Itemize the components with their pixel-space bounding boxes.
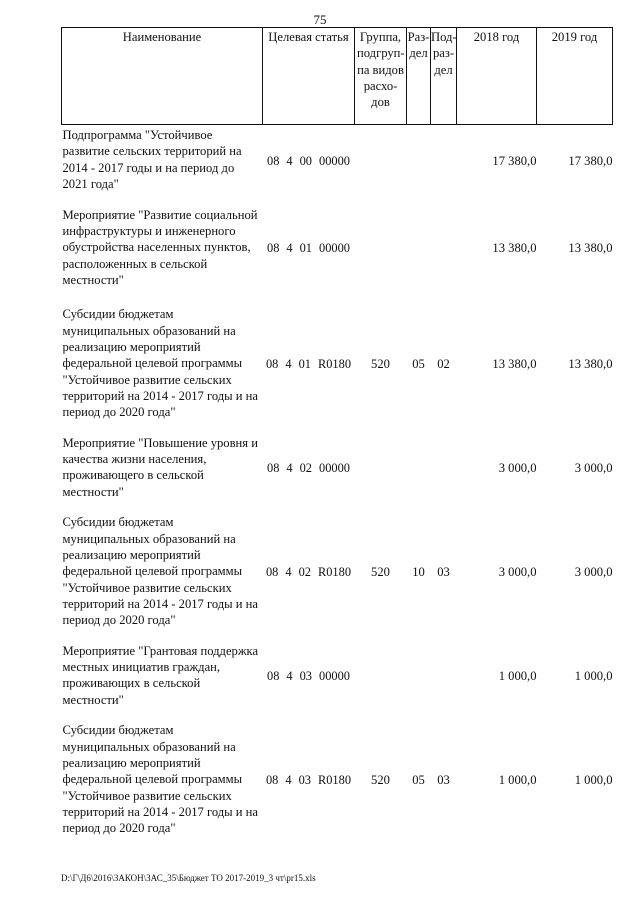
- row-group: 520: [371, 773, 390, 788]
- header-subsection: Под-раз-дел: [431, 28, 457, 125]
- code-part: 00000: [319, 241, 350, 256]
- row-value-2018: 13 380,0: [492, 357, 537, 372]
- row-subsection: 03: [437, 565, 450, 580]
- header-code: Целевая статья: [263, 28, 355, 125]
- row-value-2019: 13 380,0: [568, 357, 613, 372]
- row-subsection: [431, 196, 457, 300]
- row-section: [407, 636, 431, 716]
- header-year-2018: 2018 год: [457, 28, 537, 125]
- row-value-2019: 13 380,0: [568, 241, 613, 256]
- code-part: 01: [299, 241, 312, 256]
- row-name: Подпрограмма "Устойчивое развитие сельских территорий на 2014 - 2017 годы и на период до 2021 года": [62, 128, 242, 192]
- row-subsection: 02: [437, 357, 450, 372]
- header-year-2019: 2019 год: [537, 28, 613, 125]
- row-value-2019: 3 000,0: [574, 565, 613, 580]
- row-target-code: [263, 300, 355, 428]
- row-section: 05: [412, 357, 425, 372]
- row-name: Мероприятие "Развитие социальной инфраструктуры и инженерного обустройства населенных пунктов, расположенных в сельской местности": [62, 207, 258, 287]
- row-section: 10: [412, 565, 425, 580]
- row-value-2018: 1 000,0: [498, 669, 537, 684]
- code-part: R0180: [317, 773, 352, 788]
- budget-table: [61, 27, 613, 844]
- row-target-code: [263, 196, 355, 300]
- row-target-code: [263, 125, 355, 197]
- row-value-2019: 1 000,0: [574, 669, 613, 684]
- table-body: [62, 125, 613, 845]
- row-target-code: [263, 428, 355, 508]
- code-part: 4: [286, 669, 293, 684]
- code-part: 4: [286, 241, 293, 256]
- row-name: Мероприятие "Грантовая поддержка местных инициатив граждан, проживающих в сельской местности": [62, 643, 259, 707]
- code-part: 02: [299, 461, 312, 476]
- row-target-code: [263, 716, 355, 844]
- table-header: [62, 28, 613, 125]
- code-part: 4: [286, 461, 293, 476]
- code-part: 00000: [319, 461, 350, 476]
- code-part: 08: [267, 153, 280, 168]
- code-part: 01: [298, 357, 311, 372]
- code-part: 4: [285, 357, 292, 372]
- table-row: [62, 636, 613, 716]
- code-part: 4: [286, 153, 293, 168]
- row-value-2018: 3 000,0: [498, 565, 537, 580]
- code-part: 00000: [319, 153, 350, 168]
- table-row: [62, 196, 613, 300]
- row-target-code: [263, 636, 355, 716]
- table-row: [62, 125, 613, 197]
- row-subsection: [431, 636, 457, 716]
- row-subsection: 03: [437, 773, 450, 788]
- code-part: 00000: [319, 669, 350, 684]
- row-value-2018: 3 000,0: [498, 461, 537, 476]
- row-group: 520: [371, 565, 390, 580]
- code-part: 00: [299, 153, 312, 168]
- row-value-2019: 17 380,0: [568, 153, 613, 168]
- code-part: 02: [298, 565, 311, 580]
- header-name: Наименование: [62, 28, 263, 125]
- row-name: Субсидии бюджетам муниципальных образований на реализацию мероприятий федеральной целевой программы "Устойчивое развитие сельских территорий на 2014 - 2017 годы и на период до 2020 года": [62, 515, 258, 628]
- file-path-footer: D:\Г\Д6\2016\ЗАКОН\ЗАС_35\Бюджет ТО 2017-2019_3 чт\pr15.xls: [61, 873, 316, 883]
- row-group: [355, 125, 407, 197]
- table-row: [62, 428, 613, 508]
- row-value-2018: 1 000,0: [498, 773, 537, 788]
- code-part: 08: [267, 669, 280, 684]
- code-part: R0180: [317, 565, 352, 580]
- row-group: [355, 636, 407, 716]
- code-part: 08: [265, 773, 279, 788]
- code-part: 03: [298, 773, 311, 788]
- row-section: [407, 125, 431, 197]
- table-row: [62, 508, 613, 636]
- row-name: Субсидии бюджетам муниципальных образований на реализацию мероприятий федеральной целевой программы "Устойчивое развитие сельских территорий на 2014 - 2017 годы и на период до 2020 года": [62, 723, 258, 836]
- header-group: Группа, подгруп-па видов расхо-дов: [355, 28, 407, 125]
- row-value-2019: 1 000,0: [574, 773, 613, 788]
- row-section: [407, 196, 431, 300]
- page-number: 75: [313, 12, 327, 27]
- row-group: [355, 428, 407, 508]
- code-part: 4: [285, 565, 292, 580]
- budget-table-wrapper: [61, 27, 612, 844]
- table-row: [62, 716, 613, 844]
- row-name: Субсидии бюджетам муниципальных образований на реализацию мероприятий федеральной целевой программы "Устойчивое развитие сельских территорий на 2014 - 2017 годы и на период до 2020 года": [62, 307, 258, 420]
- row-name: Мероприятие "Повышение уровня и качества жизни населения, проживающего в сельской местности": [62, 435, 258, 499]
- code-part: 08: [265, 357, 279, 372]
- row-section: [407, 428, 431, 508]
- code-part: 4: [285, 773, 292, 788]
- row-value-2018: 13 380,0: [492, 241, 537, 256]
- code-part: 08: [267, 241, 280, 256]
- header-section: Раз-дел: [407, 28, 431, 125]
- table-row: [62, 300, 613, 428]
- row-group: [355, 196, 407, 300]
- row-value-2019: 3 000,0: [574, 461, 613, 476]
- code-part: R0180: [317, 357, 352, 372]
- row-subsection: [431, 125, 457, 197]
- code-part: 08: [265, 565, 279, 580]
- row-section: 05: [412, 773, 425, 788]
- row-subsection: [431, 428, 457, 508]
- row-value-2018: 17 380,0: [492, 153, 537, 168]
- row-group: 520: [371, 357, 390, 372]
- row-target-code: [263, 508, 355, 636]
- code-part: 03: [299, 669, 312, 684]
- code-part: 08: [267, 461, 280, 476]
